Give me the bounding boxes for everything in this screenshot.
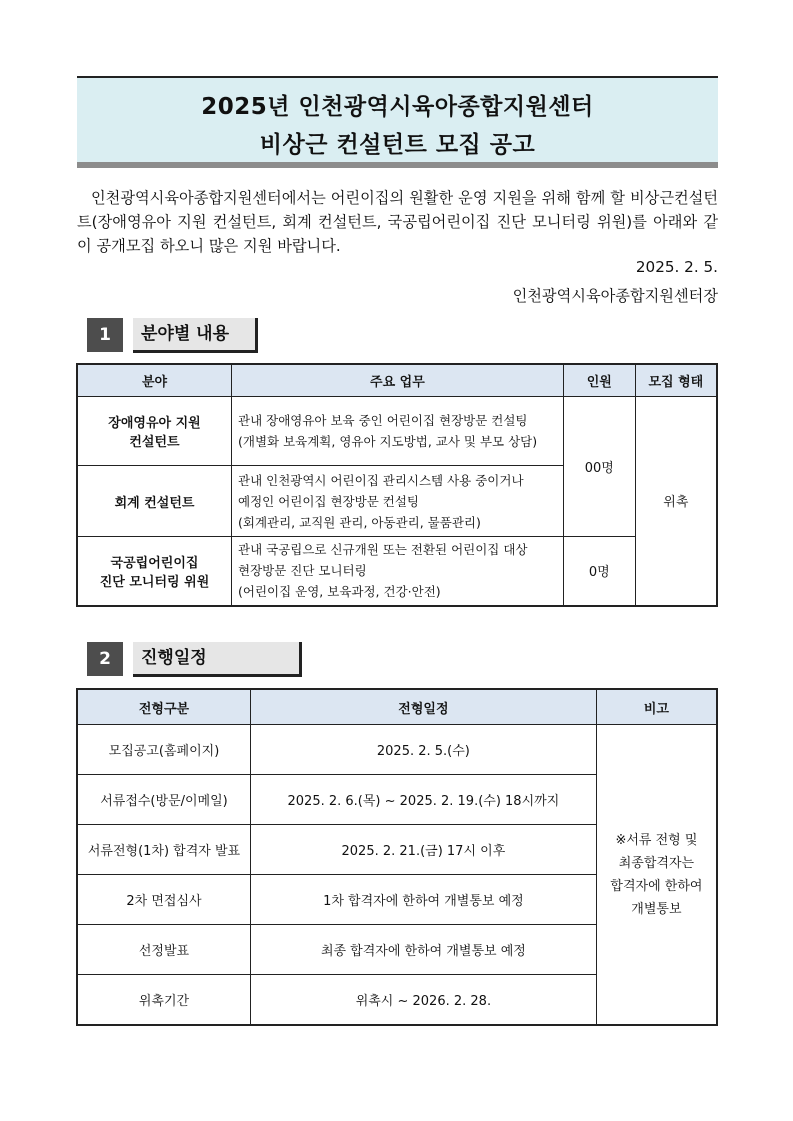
field-cell <box>77 397 232 466</box>
field-name: 회계 컨설턴트 <box>114 495 195 511</box>
table-header-row <box>77 689 717 725</box>
announcement-date: 2025. 2. 5. <box>635 258 718 276</box>
col-header-note: 비고 <box>596 689 717 725</box>
recruitment-table <box>76 363 718 607</box>
stage-cell: 모집공고(홈페이지) <box>77 725 250 775</box>
duty-line: (개별화 보육계획, 영유아 지도방법, 교사 및 부모 상담) <box>238 434 538 449</box>
page-title-line-1: 2025년 인천광역시육아종합지원센터 <box>201 94 594 120</box>
col-header-stage: 전형구분 <box>77 689 250 725</box>
page-title-line-2: 비상근 컨설턴트 모집 공고 <box>259 132 536 158</box>
note-cell <box>596 725 717 1026</box>
count-cell: 0명 <box>563 537 635 606</box>
duty-line: (어린이집 운영, 보육과정, 건강·안전) <box>238 584 441 600</box>
stage-cell: 선정발표 <box>77 925 250 975</box>
table-row <box>77 725 717 775</box>
field-name: 진단 모니터링 위원 <box>99 574 210 590</box>
table-header-row <box>77 364 717 397</box>
schedule-cell: 1차 합격자에 한하여 개별통보 예정 <box>250 875 596 925</box>
field-cell <box>77 466 232 537</box>
schedule-cell: 최종 합격자에 한하여 개별통보 예정 <box>250 925 596 975</box>
stage-cell: 서류전형(1차) 합격자 발표 <box>77 825 250 875</box>
schedule-cell: 위촉시 ~ 2026. 2. 28. <box>250 975 596 1026</box>
intro-text: 인천광역시육아종합지원센터에서는 어린이집의 원활한 운영 지원을 위해 함께 할 비상근컨설턴트(장애영유아 지원 컨설턴트, 회계 컨설턴트, 국공립어린이집 진단 모니터링 위원)를 아래와 같이 공개모집 하오니 많은 지원 바랍니다. <box>77 189 718 255</box>
note-line: 최종합격자는 <box>618 855 695 871</box>
schedule-table <box>76 688 718 1026</box>
field-cell <box>77 537 232 606</box>
duty-cell <box>232 466 564 537</box>
duty-cell <box>232 397 564 466</box>
issuer: 인천광역시육아종합지원센터장 <box>512 287 718 305</box>
section-1-label: 분야별 내용 <box>133 318 258 353</box>
field-name: 컨설턴트 <box>129 435 180 450</box>
section-2-number: 2 <box>87 642 123 676</box>
col-header-duty: 주요 업무 <box>232 364 564 397</box>
intro-paragraph <box>77 186 718 258</box>
col-header-schedule: 전형일정 <box>250 689 596 725</box>
duty-cell <box>232 537 564 606</box>
stage-cell: 2차 면접심사 <box>77 875 250 925</box>
title-box <box>77 76 718 168</box>
stage-cell: 위촉기간 <box>77 975 250 1026</box>
schedule-cell: 2025. 2. 5.(수) <box>250 725 596 775</box>
section-2-label: 진행일정 <box>133 642 302 677</box>
count-cell: 00명 <box>563 397 635 537</box>
duty-line: 관내 인천광역시 어린이집 관리시스템 사용 중이거나 <box>238 472 524 488</box>
note-line: 개별통보 <box>631 901 682 917</box>
duty-line: 현장방문 진단 모니터링 <box>238 563 367 579</box>
title-underline <box>77 162 718 168</box>
field-name: 국공립어린이집 <box>110 555 199 571</box>
section-1-number: 1 <box>87 318 123 352</box>
duty-line: (회계관리, 교직원 관리, 아동관리, 물품관리) <box>238 514 481 530</box>
col-header-count: 인원 <box>563 364 635 397</box>
table-row <box>77 397 717 466</box>
stage-cell: 서류접수(방문/이메일) <box>77 775 250 825</box>
duty-line: 관내 장애영유아 보육 중인 어린이집 현장방문 컨설팅 <box>238 413 528 428</box>
col-header-type: 모집 형태 <box>635 364 717 397</box>
table-row <box>77 537 717 606</box>
note-line: ※서류 전형 및 <box>615 832 698 848</box>
duty-line: 관내 국공립으로 신규개원 또는 전환된 어린이집 대상 <box>238 542 528 558</box>
col-header-field: 분야 <box>77 364 232 397</box>
schedule-cell: 2025. 2. 21.(금) 17시 이후 <box>250 825 596 875</box>
duty-line: 예정인 어린이집 현장방문 컨설팅 <box>238 493 419 509</box>
field-name: 장애영유아 지원 <box>108 416 201 431</box>
note-line: 합격자에 한하여 <box>610 878 703 894</box>
schedule-cell: 2025. 2. 6.(목) ~ 2025. 2. 19.(수) 18시까지 <box>250 775 596 825</box>
type-cell: 위촉 <box>635 397 717 606</box>
